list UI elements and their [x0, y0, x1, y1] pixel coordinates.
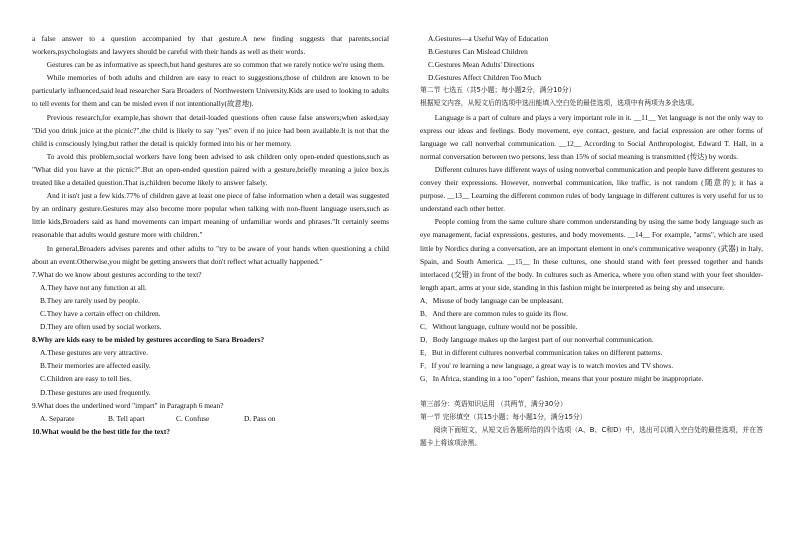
question-9: 9.What does the underlined word "impart" in Paragraph 6 mean? [32, 400, 224, 410]
choice-option: C．Without language, culture would not be possible. [420, 322, 578, 332]
choice-option: D．Body language makes up the largest part of our nonverbal communication. [420, 335, 654, 345]
option: D.They are often used by social workers. [40, 322, 162, 332]
section-heading: 第二节 七选五（共5小题；每小题2分，满分10分） [420, 86, 576, 95]
option: B.Their memories are affected easily. [40, 361, 151, 371]
option: D. Pass on [244, 413, 276, 423]
passage-paragraph: a false answer to a question accompanied by that gesture.A new finding suggests that parents,social workers,psychologists and lawyers should be careful with their hands as well as their words. [32, 34, 389, 57]
question-7: 7.What do we know about gestures according to the text? [32, 269, 202, 279]
option: B.They are rarely used by people. [40, 295, 140, 305]
option: C. Confuse [176, 413, 210, 423]
choice-option: B．And there are common rules to guide its flow. [420, 308, 568, 318]
passage-paragraph: And it isn't just a few kids.77% of children gave at least one piece of false information when a detail was suggested by an ordinary gesture.Gestures may also become more popular when talking with non-fluent language users,such as little kids,Broaders said as hand movements can impart meaning of unfamiliar words and phrases."It certainly seems reasonable that adults would gesture more with children." [32, 191, 389, 240]
passage-paragraph: People coming from the same culture share common understanding by using the same body language such as eye management, facial expressions, gestures, and body movements. __14__ For example, "arms", which are used little by Nordics during a conversation, are an important element in one's communicative weaponry (武器) in Italy, Spain, and South America. __15__ In these cultures, one should stand with feet pressed together and hands interlaced (交错) in front of the body. In cultures such as America, where you often stand with your feet shoulder-length apart, arms at your side, standing in this fashion might be interpreted as being shy and unsecure. [420, 217, 763, 292]
question-10: 10.What would be the best title for the text? [32, 426, 171, 436]
option: B.Gestures Can Mislead Children [428, 47, 528, 57]
passage-paragraph: Gestures can be as informative as speech,but hand gestures are so common that we rarely notice we're using them. [46, 60, 385, 70]
section-instructions: 阅读下面短文，从短文后各题所给的四个选项（A、B、C和D）中，选出可以填入空白处的最佳选项，并在答题卡上将该项涂黑。 [420, 425, 763, 447]
option: D.Gestures Affect Children Too Much [428, 73, 542, 83]
right-column [420, 32, 763, 450]
passage-paragraph: To avoid this problem,social workers have long been advised to ask children only open-ended questions,such as "What did you have at the picnic?".But an open-ended question paired with a gesture,briefly meaning a juice box,is treated like a detailed question.That is,children become likely to answer falsely. [32, 151, 389, 188]
choice-option: F．If you' re learning a new language, a great way is to watch movies and TV shows. [420, 361, 674, 371]
left-column [32, 32, 389, 438]
passage-paragraph: While memories of both adults and children are easy to react to suggestions,those of children are known to be particularly influenced,said lead researcher Sara Broaders of Northwestern University.Kids are used to looking to adults to tell events for them and can be misled even if not intentionally(故意地). [32, 73, 389, 109]
passage-paragraph: Language is a part of culture and plays a very important role in it. __11__ Yet language is not the only way to express our ideas and feelings. Body movement, eye contact, gesture, and facial expression are other forms of language we call nonverbal communication. __12__ According to Social Anthropologist, Edward T. Hall, in a normal conversation between two persons, less than 15% of social meaning is transmitted (传达) by words. [420, 112, 763, 161]
part-heading: 第三部分：英语知识运用 （共两节，满分30分） [420, 399, 567, 408]
passage-paragraph: In general,Broaders advises parents and other adults to "try to be aware of your hands when questioning a child about an event.Otherwise,you might be getting answers that don't reflect what actually happened." [32, 243, 389, 266]
choice-option: E．But in different cultures nonverbal communication takes on different patterns. [420, 348, 663, 358]
question-8: 8.Why are kids easy to be misled by gestures according to Sara Broaders? [32, 335, 265, 345]
option: A.These gestures are very attractive. [40, 348, 148, 358]
option: A.Gestures—a Useful Way of Education [428, 34, 549, 43]
passage-paragraph: Different cultures have different ways of using nonverbal communication and people have different gestures to convey their expressions. However, nonverbal communication, like traffic, is not random (随意的); it has a purpose. __13__ Learning the different common rules of body language in different cultures is very useful for us to understand each other better. [420, 164, 763, 214]
option: D.These gestures are used frequently. [40, 387, 151, 397]
option: C.They have a certain effect on children. [40, 308, 161, 318]
passage-paragraph: Previous research,for example,has shown that detail-loaded questions often cause false answers;when asked,say "Did you drink juice at the picnic?",the child is likely to say "yes" even if no juice had been available.It is not that the child is consciously lying,but rather the detail is quickly formed into his or her memory. [32, 112, 389, 148]
option: B. Tell apart [108, 413, 145, 423]
choice-option: G．In Africa, standing in a too "open" fashion, means that your posture might be inappropriate. [420, 374, 704, 384]
option: C.Children are easy to tell lies. [40, 374, 132, 384]
option: A.They have not any function at all. [40, 282, 147, 292]
option: A. Separate [40, 413, 75, 423]
choice-option: A．Misuse of body language can be unpleasant. [420, 295, 564, 305]
option-row [32, 412, 389, 425]
option: C.Gestures Mean Adults' Directions [428, 60, 535, 70]
section-instructions: 根据短文内容，从短文后的选项中选出能填入空白处的最佳选项，选项中有两项为多余选项。 [420, 99, 699, 108]
section-heading: 第一节 完形填空（共15小题；每小题1分，满分15分） [420, 412, 587, 421]
